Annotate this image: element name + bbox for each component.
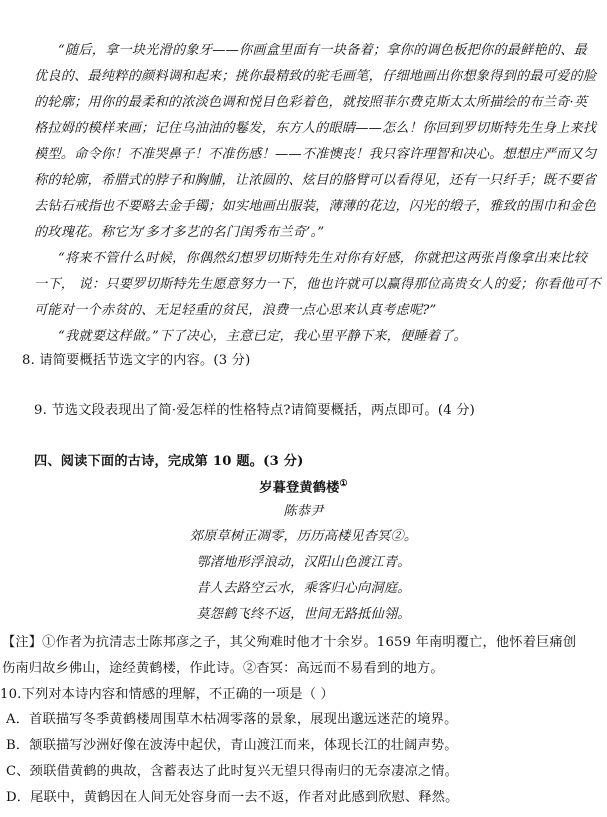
passage-line: “将来不管什么时候，你偶然幻想罗切斯特先生对你有好感，你就把这两张肖像拿出来比较: [58, 251, 588, 266]
poem-title: [0, 480, 607, 495]
passage-line: “随后，拿一块光滑的象牙——你画盒里面有一块备着；拿你的调色板把你的最鲜艳的、最: [58, 43, 588, 58]
passage-line: 称的轮廓，希腊式的脖子和胸脯，让浓圆的、炫目的胳臂可以看得见，还有一只纤手；既不要省: [34, 173, 597, 188]
poem-line: 鄂渚地形浮浪动，汉阳山色渡江青。: [196, 555, 411, 570]
passage-line: “我就要这样做。”下了决心，主意已定，我心里平静下来，便睡着了。: [58, 329, 467, 344]
question-9: 9. 节选文段表现出了简·爱怎样的性格特点?请简要概括，两点即可。(4 分): [34, 403, 475, 418]
poem-author: 陈恭尹: [283, 504, 324, 519]
answer-option-b: B．颔联描写沙洲好像在波涛中起伏，青山渡江而来，体现长江的壮阔声势。: [6, 738, 458, 753]
answer-option-a: A．首联描写冬季黄鹤楼周围草木枯凋零落的景象，展现出邈远迷茫的境界。: [6, 712, 458, 727]
section-heading: 四、阅读下面的古诗，完成第 10 题。(3 分): [34, 454, 304, 469]
passage-line: 的轮廓；用你的最柔和的浓淡色调和悦目色彩着色，就按照菲尔费克斯太太所描绘的布兰奇·英: [34, 95, 588, 110]
poem-note-line: 【注】①作者为抗清志士陈邦彦之子，其父殉难时他才十余岁。1659 年南明覆亡，他怀着巨痛创: [2, 635, 577, 650]
question-10: 10.下列对本诗内容和情感的理解，不正确的一项是（ ）: [0, 687, 334, 702]
passage-line: 可能对一个赤贫的、无足轻重的贫民，浪费一点心思来认真考虑呢?”: [34, 303, 437, 318]
poem-line: 昔人去路空云水，乘客归心向洞庭。: [196, 581, 411, 596]
question-8: 8. 请简要概括节选文字的内容。(3 分): [22, 353, 251, 368]
passage-line: 的玫瑰花。称它为‘多才多艺的名门闺秀布兰奇’。”: [34, 225, 325, 240]
passage-line: 格拉姆的模样来画；记住乌油油的鬈发，东方人的眼睛——怎么！你回到罗切斯特先生身上来找: [34, 121, 597, 136]
poem-line: 郊原草树正凋零，历历高楼见杳冥②。: [189, 529, 418, 544]
answer-option-d: D．尾联中，黄鹤因在人间无处容身而一去不返，作者对此感到欣慰、释然。: [6, 790, 459, 805]
poem-title-text: 岁暮登黄鹤楼: [259, 480, 340, 496]
poem-title-note: ①: [339, 479, 348, 489]
passage-line: 一下， 说：只要罗切斯特先生愿意努力一下，他也许就可以赢得那位高贵女人的爱；你看他可不: [34, 277, 601, 292]
answer-option-c: C、颈联借黄鹤的典故，含蓄表达了此时复兴无望只得南归的无奈凄凉之情。: [6, 764, 459, 779]
passage-line: 优良的、最纯粹的颜料调和起来；挑你最精致的驼毛画笔，仔细地画出你想象得到的最可爱的脸: [34, 69, 597, 84]
poem-line: 莫怨鹤飞终不返，世间无路抵仙翎。: [196, 607, 411, 622]
passage-line: 模型。命令你！不准哭鼻子！不准伤感！——不准懊丧！我只容许理智和决心。想想庄严而又匀: [34, 147, 597, 162]
passage-line: 去钻石戒指也不要略去金手镯；如实地画出服装，薄薄的花边，闪光的缎子，雅致的围巾和金色: [34, 199, 597, 214]
poem-note-line: 伤南归故乡佛山，途经黄鹤楼，作此诗。②杳冥：高远而不易看到的地方。: [2, 661, 444, 676]
